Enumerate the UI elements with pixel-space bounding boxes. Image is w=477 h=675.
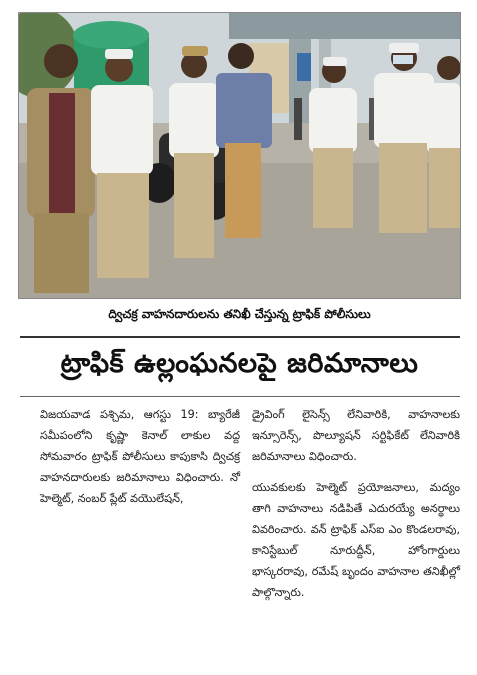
photo-caption: ద్విచక్ర వాహనదారులను తనిఖీ చేస్తున్న ట్రాఫిక్ పోలీసులు: [108, 306, 371, 321]
article-column-left: [40, 404, 240, 509]
article-paragraph: యువకులకు హెల్మెట్ ప్రయోజనాలు, మద్యం తాగి వాహనాలు నడిపితే ఎదురయ్యే అనర్థాలు వివరించారు. వన్ ట్రాఫిక్ ఎస్ఐ ఎం కొండలరావు, కానిస్టేబుల్ నూరుద్దీన్, హోంగార్డులు భాస్కరరావు, రమేష్ బృందం వాహనాల తనిఖీల్లో పాల్గొన్నారు.: [252, 481, 460, 599]
headline-bottom-rule: [20, 396, 460, 397]
headline-top-rule: [20, 336, 460, 338]
article-paragraph: విజయవాడ పశ్చిమ, ఆగస్టు 19: బ్యారేజీ సమీపంలోని కృష్ణా కెనాల్ లాకుల వద్ద సోమవారం ట్రాఫిక్ పోలీసులు కాపుకాసి ద్విచక్ర వాహనదారులకు జరిమానాలు విధించారు. నో హెల్మెట్, నంబర్ ప్లేట్ వయొలేషన్,: [40, 408, 240, 505]
article-column-right: [252, 404, 460, 603]
article-paragraph: డ్రైవింగ్ లైసెన్స్ లేనివారికి, వాహనాలకు ఇన్సూరెన్స్, పొల్యూషన్ సర్టిఫికేట్ లేనివారికి జరిమానాలు విధించారు.: [252, 408, 460, 463]
photo-scene: [19, 13, 460, 298]
news-photo: [18, 12, 461, 299]
headline: ట్రాఫిక్ ఉల్లంఘనలపై జరిమానాలు: [60, 348, 419, 379]
